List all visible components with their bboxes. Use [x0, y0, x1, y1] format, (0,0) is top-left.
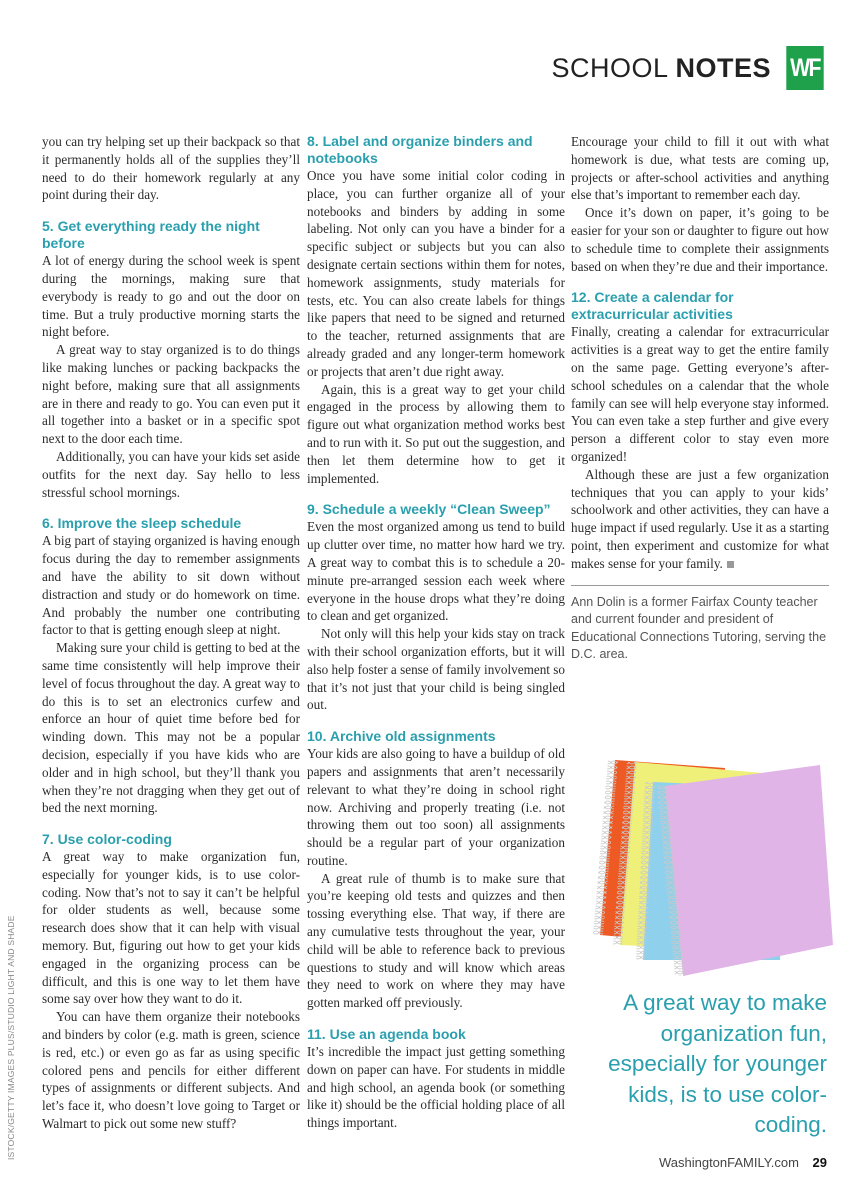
- paragraph: Additionally, you can have your kids set aside outfits for the next day. Say hello to less stressful school mornings.: [42, 448, 300, 500]
- paragraph: A great way to stay organized is to do things like making lunches or packing backpacks the night before, making sure that all assignments are in there and ready to go. You can even put it all together into a basket or in a specific spot next to the door each time.: [42, 342, 300, 447]
- paragraph: you can try helping set up their backpack so that it permanently holds all of the supplies they’ll need to do their homework regularly at any point during their day.: [42, 134, 300, 203]
- notebooks-image-icon: [575, 720, 835, 980]
- wf-logo: WF: [786, 46, 823, 90]
- page-footer: [659, 1155, 827, 1170]
- paragraph: A great way to make organization fun, especially for younger kids, is to use color-coding. Now that’s not to say it can’t be helpful for older students as well, because some research does show that it can help with visual memory. But, figuring out how to get your kids engaged in the organizing process can be difficult, and this is one way to let them have some say over how they want to do it.: [42, 849, 300, 1007]
- paragraph: Once it’s down on paper, it’s going to be easier for your son or daughter to figure out how to schedule time to complete their assignments based on when they’re due and their importance.: [571, 205, 829, 274]
- paragraph: A great rule of thumb is to make sure that you’re keeping old tests and quizzes and then tossing everything else. That way, if there are any cumulative tests throughout the year, your child will be able to reference back to previous questions to study and will know which areas they need to work on where they may have gotten marked off previously.: [307, 870, 565, 1011]
- section-heading-12: 12. Create a calendar for extracurricular activities: [571, 289, 734, 323]
- section-title: [551, 53, 771, 84]
- article-column-3: [571, 133, 829, 664]
- paragraph: Finally, creating a calendar for extracurricular activities is a great way to get the entire family on the same page. Getting everyone’s after-school schedules on a calendar that the whole family can see will help everyone stay informed. You can even take a step further and give every person a different color to stay even more organized!: [571, 324, 829, 464]
- paragraph: Making sure your child is getting to bed at the same time consistently will help improve their level of focus throughout the day. A great way to do this is to set an electronics curfew and enforce an hour of quiet time before bed for winding down. This may not be a popular decision, especially if you have kids who are older and in high school, but they’ll thank you when they’re not dragging when they get out of bed the next morning.: [42, 640, 300, 816]
- paragraph: A big part of staying organized is having enough focus during the day to remember assignments and have the ability to sit down without distraction and study or do homework on time. And probably the number one contributing factor to that is getting enough sleep at night.: [42, 533, 300, 638]
- section-title-light: SCHOOL: [551, 52, 668, 83]
- page-header: [551, 46, 827, 90]
- bio-divider: [571, 585, 829, 586]
- paragraph: Once you have some initial color coding in place, you can further organize all of your notebooks and binders by adding in some labeling. Not only can you have a binder for a specific subject or subjects but you can also designate certain sections within them for notes, homework assignments, study materials for tests, etc. You can also create labels for things like papers that need to be signed and returned to the teacher, returned assignments that are already graded and any longer-term homework or projects that aren’t due right away.: [307, 168, 565, 379]
- pull-quote: A great way to make organization fun, especially for younger kids, is to use color-coding.: [608, 990, 827, 1137]
- page-number: 29: [812, 1155, 827, 1170]
- end-of-article-icon: [727, 561, 734, 568]
- paragraph: Again, this is a great way to get your child engaged in the process by allowing them to figure out what organization method works best and to run with it. So put out the suggestion, and then let them determine how to get it implemented.: [307, 381, 565, 486]
- paragraph: Not only will this help your kids stay on track with their school organization efforts, but it will also help foster a sense of family involvement so that it’s not just that your child is being singled out.: [307, 626, 565, 713]
- article-column-1: [42, 133, 300, 1133]
- notebooks-photo: [575, 720, 835, 980]
- section-heading-6: 6. Improve the sleep schedule: [42, 515, 242, 532]
- paragraph: Your kids are also going to have a buildup of old papers and assignments that aren’t necessarily relevant to what they’re doing in school right now. Archiving and properly treating (i.e. not throwing them out too soon) all assignments should be a regular part of your organization routine.: [307, 746, 565, 868]
- author-bio: Ann Dolin is a former Fairfax County teacher and current founder and president of Educational Connections Tutoring, serving the D.C. area.: [571, 594, 827, 662]
- paragraph-final-text: Although these are just a few organization techniques that you can apply to your kids’ schoolwork and other activities, they can have a huge impact if used regularly. Use it as a starting point, then experiment and customize for what makes sense for your family.: [571, 466, 829, 571]
- paragraph: Encourage your child to fill it out with what homework is due, what tests are coming up, projects or after-school activities and anything else that’s important to remember each day.: [571, 134, 829, 203]
- section-heading-11: 11. Use an agenda book: [307, 1026, 466, 1043]
- paragraph: A lot of energy during the school week is spent during the mornings, making sure that everybody is ready to go and out the door on time. But a truly productive morning starts the night before.: [42, 253, 300, 340]
- paragraph-final: [571, 466, 829, 573]
- paragraph: You can have them organize their notebooks and binders by color (e.g. math is green, science is red, etc.) or even go as far as using specific colored pens and pencils for either different types of assignments or different subjects. And let’s face it, who doesn’t love going to Target or Walmart to pick out some new stuff?: [42, 1009, 300, 1132]
- footer-site: WashingtonFAMILY.com: [658, 1155, 799, 1170]
- section-heading-8: 8. Label and organize binders and notebooks: [307, 133, 533, 166]
- section-heading-7: 7. Use color-coding: [42, 831, 172, 848]
- paragraph: It’s incredible the impact just getting something down on paper can have. For students in middle and high school, an agenda book (or something like it) should be the official holding place of all things important.: [307, 1044, 565, 1131]
- section-heading-10: 10. Archive old assignments: [307, 728, 496, 745]
- photo-credit: ISTOCK/GETTY IMAGES PLUS/STUDIO LIGHT AND SHADE: [6, 915, 16, 1160]
- section-title-bold: NOTES: [675, 52, 771, 83]
- paragraph: Even the most organized among us tend to build up clutter over time, no matter how hard we try. A great way to combat this is to schedule a 20-minute pre-arranged session each week where everyone in the house drops what they’re doing to clean and get organized.: [307, 519, 565, 624]
- section-heading-9: 9. Schedule a weekly “Clean Sweep”: [307, 501, 551, 518]
- article-column-2: [307, 133, 565, 1132]
- section-heading-5: 5. Get everything ready the night before: [42, 218, 260, 252]
